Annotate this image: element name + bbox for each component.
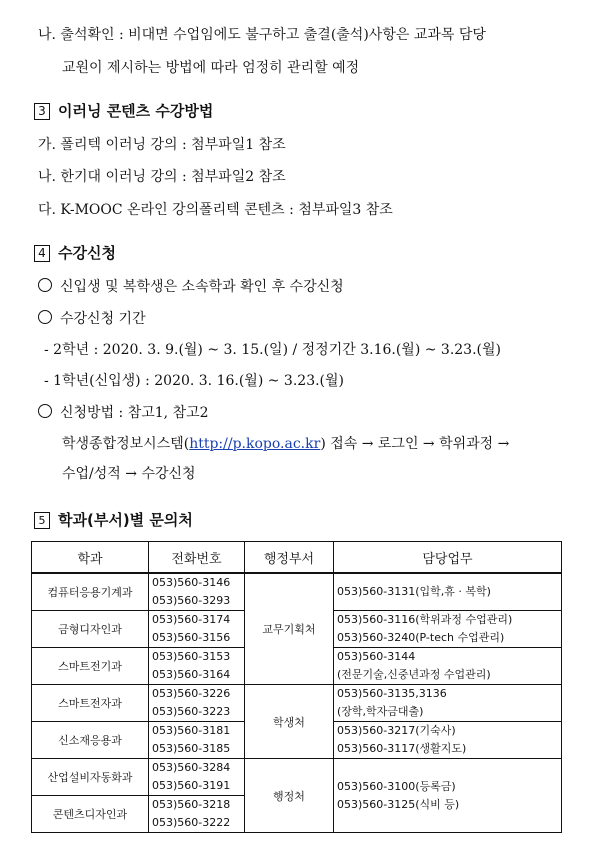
section-5-title: 학과(부서)별 문의처 bbox=[58, 511, 193, 529]
system-access-line-2: 수업/성적 → 수강신청 bbox=[62, 466, 196, 482]
section-5-heading bbox=[34, 509, 193, 530]
office-cell: 행정처 bbox=[245, 759, 334, 833]
header-office: 행정부서 bbox=[245, 542, 334, 574]
attendance-check-line: 나. 출석확인 : 비대면 수업임에도 불구하고 출결(출석)사항은 교과목 담당 bbox=[38, 27, 486, 43]
phone-cell: 053)560-3153 053)560-3164 bbox=[149, 648, 245, 685]
system-access-line: 학생종합정보시스템(http://p.kopo.ac.kr) 접속 → 로그인 → 학위과정 → bbox=[62, 436, 510, 452]
section-3-heading bbox=[34, 100, 213, 121]
contact-table bbox=[31, 541, 561, 833]
section-number-box: 5 bbox=[34, 512, 50, 529]
method-item-2: 나. 한기대 이러닝 강의 : 첨부파일2 참조 bbox=[38, 169, 286, 185]
office-cell: 학생처 bbox=[245, 685, 334, 759]
duty-cell: 053)560-3116(학위과정 수업관리) 053)560-3240(P-tech 수업관리) bbox=[334, 611, 562, 648]
dept-cell: 컴퓨터응용기계과 bbox=[32, 573, 149, 611]
office-cell: 교무기획처 bbox=[245, 573, 334, 685]
duty-cell: 053)560-3217(기숙사) 053)560-3117(생활지도) bbox=[334, 722, 562, 759]
system-url-link[interactable]: http://p.kopo.ac.kr bbox=[189, 436, 321, 452]
header-dept: 학과 bbox=[32, 542, 149, 574]
phone-cell: 053)560-3218 053)560-3222 bbox=[149, 796, 245, 833]
bullet-new-students: 신입생 및 복학생은 소속학과 확인 후 수강신청 bbox=[38, 276, 344, 296]
method-item-1: 가. 폴리텍 이러닝 강의 : 첨부파일1 참조 bbox=[38, 137, 286, 153]
section-4-heading bbox=[34, 242, 116, 263]
section-4-title: 수강신청 bbox=[58, 244, 116, 262]
duty-cell: 053)560-3131(입학,휴 · 복학) bbox=[334, 573, 562, 611]
phone-cell: 053)560-3146 053)560-3293 bbox=[149, 573, 245, 611]
phone-cell: 053)560-3174 053)560-3156 bbox=[149, 611, 245, 648]
dept-cell: 산업설비자동화과 bbox=[32, 759, 149, 796]
dept-cell: 콘텐츠디자인과 bbox=[32, 796, 149, 833]
section-number-box: 3 bbox=[34, 103, 50, 120]
table-row bbox=[32, 573, 562, 611]
section-3-title: 이러닝 콘텐츠 수강방법 bbox=[58, 102, 214, 120]
duty-cell: 053)560-3135,3136 (장학,학자금대출) bbox=[334, 685, 562, 722]
dept-cell: 금형디자인과 bbox=[32, 611, 149, 648]
dept-cell: 스마트전자과 bbox=[32, 685, 149, 722]
attendance-check-line-2: 교원이 제시하는 방법에 따라 엄정히 관리할 예정 bbox=[62, 60, 360, 76]
bullet-method: 신청방법 : 참고1, 참고2 bbox=[38, 402, 209, 422]
bullet-period: 수강신청 기간 bbox=[38, 308, 146, 328]
duty-cell: 053)560-3100(등록금) 053)560-3125(식비 등) bbox=[334, 759, 562, 833]
dept-cell: 스마트전기과 bbox=[32, 648, 149, 685]
circle-bullet-icon bbox=[38, 310, 52, 324]
method-item-3: 다. K-MOOC 온라인 강의폴리텍 콘텐츠 : 첨부파일3 참조 bbox=[38, 202, 393, 218]
period-1st-year: - 1학년(신입생) : 2020. 3. 16.(월) ~ 3.23.(월) bbox=[44, 373, 344, 389]
circle-bullet-icon bbox=[38, 404, 52, 418]
period-2nd-year: - 2학년 : 2020. 3. 9.(월) ~ 3. 15.(일) / 정정기간 3.16.(월) ~ 3.23.(월) bbox=[44, 342, 501, 358]
header-phone: 전화번호 bbox=[149, 542, 245, 574]
phone-cell: 053)560-3284 053)560-3191 bbox=[149, 759, 245, 796]
section-number-box: 4 bbox=[34, 245, 50, 262]
table-header-row bbox=[32, 542, 562, 574]
circle-bullet-icon bbox=[38, 278, 52, 292]
phone-cell: 053)560-3181 053)560-3185 bbox=[149, 722, 245, 759]
duty-cell: 053)560-3144 (전문기술,신중년과정 수업관리) bbox=[334, 648, 562, 685]
phone-cell: 053)560-3226 053)560-3223 bbox=[149, 685, 245, 722]
dept-cell: 신소재응용과 bbox=[32, 722, 149, 759]
header-duty: 담당업무 bbox=[334, 542, 562, 574]
table-row bbox=[32, 759, 562, 796]
table-row bbox=[32, 685, 562, 722]
